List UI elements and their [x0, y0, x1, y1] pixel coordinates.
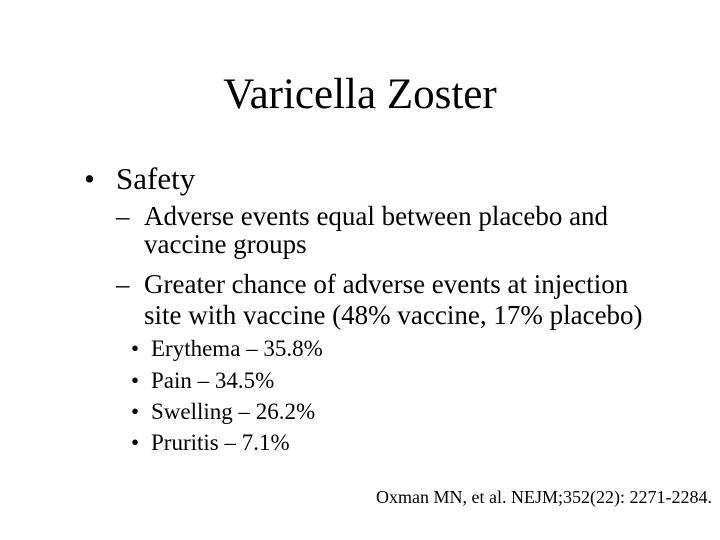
bullet-icon: • [131, 399, 140, 424]
sub-item-swelling: Swelling – 26.2% [151, 399, 316, 424]
topic-text: Safety [116, 161, 196, 196]
bullet-icon: • [84, 161, 95, 196]
bullet-icon: • [131, 430, 140, 455]
sub-item-pain: Pain – 34.5% [151, 368, 275, 393]
point-1-line-2: vaccine groups [144, 229, 307, 259]
bullet-icon: • [131, 336, 140, 361]
bullet-icon: • [131, 368, 140, 393]
point-2-line-2: site with vaccine (48% vaccine, 17% placebo) [144, 300, 643, 330]
dash-icon: – [116, 269, 130, 299]
sub-item-erythema: Erythema – 35.8% [151, 336, 323, 361]
point-1-line-1: Adverse events equal between placebo and [144, 201, 609, 231]
sub-item-pruritis: Pruritis – 7.1% [151, 430, 290, 455]
citation: Oxman MN, et al. NEJM;352(22): 2271-2284. [376, 487, 712, 507]
slide-title: Varicella Zoster [223, 71, 497, 118]
point-2-line-1: Greater chance of adverse events at injection [144, 269, 629, 299]
dash-icon: – [116, 201, 130, 231]
